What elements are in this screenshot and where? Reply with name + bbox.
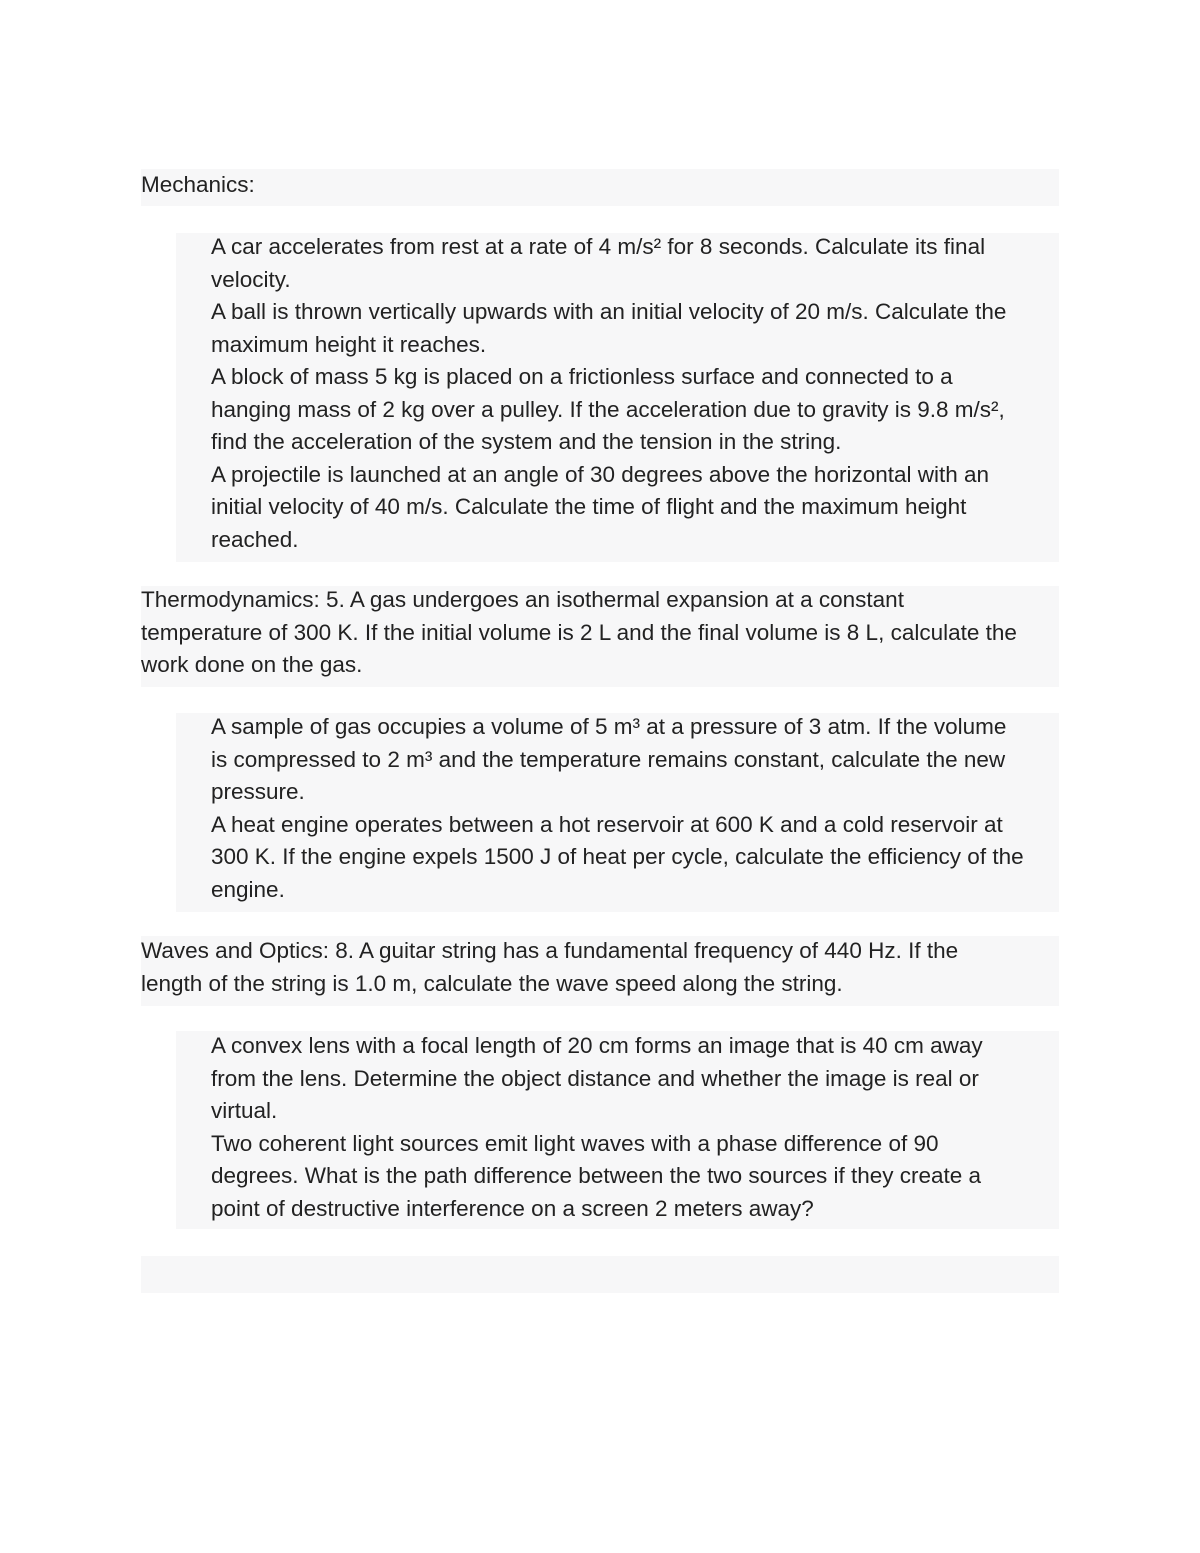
thermodynamics-paragraph — [141, 584, 1017, 682]
list-item-line: hanging mass of 2 kg over a pulley. If the acceleration due to gravity is 9.8 m/s², — [211, 396, 1005, 422]
list-item — [211, 1128, 983, 1226]
paragraph-line: temperature of 300 K. If the initial volume is 2 L and the final volume is 8 L, calculate the — [141, 619, 1017, 645]
list-item-line: 300 K. If the engine expels 1500 J of heat per cycle, calculate the efficiency of the — [211, 844, 1024, 869]
list-item — [211, 459, 1006, 557]
paragraph-line: Waves and Optics: 8. A guitar string has a fundamental frequency of 440 Hz. If the — [141, 938, 959, 963]
list-item-line: A block of mass 5 kg is placed on a frictionless surface and connected to a — [211, 364, 953, 389]
waves-optics-paragraph — [141, 935, 958, 1000]
list-item-line: degrees. What is the path difference between the two sources if they create a — [211, 1163, 982, 1188]
list-item-line: A projectile is launched at an angle of 30 degrees above the horizontal with an — [211, 461, 990, 487]
list-item-line: point of destructive interference on a screen 2 meters away? — [211, 1195, 814, 1221]
list-item-line: pressure. — [211, 779, 305, 804]
list-item-line: A ball is thrown vertically upwards with an initial velocity of 20 m/s. Calculate the — [211, 299, 1007, 324]
mechanics-heading-block — [141, 169, 1059, 206]
list-item — [211, 1030, 983, 1128]
list-item-line: engine. — [211, 876, 285, 902]
paragraph-line: length of the string is 1.0 m, calculate the wave speed along the string. — [141, 970, 843, 996]
list-item-line: A sample of gas occupies a volume of 5 m³ at a pressure of 3 atm. If the volume — [211, 714, 1007, 739]
list-item-line: A convex lens with a focal length of 20 cm forms an image that is 40 cm away — [211, 1033, 983, 1058]
mechanics-list — [211, 231, 1006, 556]
list-item — [211, 361, 1006, 459]
empty-block — [141, 1256, 1059, 1293]
list-item-line: virtual. — [211, 1098, 278, 1123]
list-item-line: maximum height it reaches. — [211, 331, 487, 357]
paragraph-line: Thermodynamics: 5. A gas undergoes an isothermal expansion at a constant — [141, 587, 904, 612]
waves-optics-list — [211, 1030, 983, 1225]
list-item — [211, 296, 1006, 361]
list-item-line: find the acceleration of the system and the tension in the string. — [211, 429, 842, 454]
list-item — [211, 231, 1006, 296]
list-item-line: Two coherent light sources emit light waves with a phase difference of 90 — [211, 1130, 939, 1156]
list-item-line: A car accelerates from rest at a rate of 4 m/s² for 8 seconds. Calculate its final — [211, 234, 986, 259]
thermodynamics-list — [211, 711, 1024, 906]
list-item-line: is compressed to 2 m³ and the temperature remains constant, calculate the new — [211, 746, 1006, 772]
paragraph-line: work done on the gas. — [141, 652, 363, 677]
list-item-line: velocity. — [211, 266, 291, 292]
list-item-line: from the lens. Determine the object distance and whether the image is real or — [211, 1065, 979, 1091]
mechanics-heading: Mechanics: — [141, 172, 255, 197]
list-item-line: initial velocity of 40 m/s. Calculate the time of flight and the maximum height — [211, 494, 967, 519]
list-item — [211, 711, 1024, 809]
list-item-line: reached. — [211, 526, 299, 552]
list-item-line: A heat engine operates between a hot reservoir at 600 K and a cold reservoir at — [211, 811, 1003, 837]
list-item — [211, 809, 1024, 907]
